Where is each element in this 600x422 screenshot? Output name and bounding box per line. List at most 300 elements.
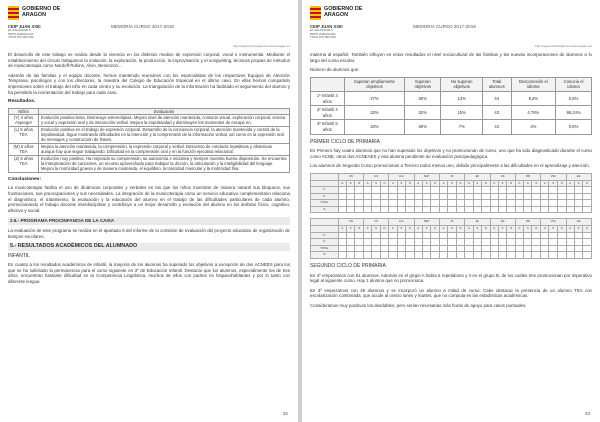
- table-cell: [389, 206, 397, 213]
- segundo-ciclo-heading: SEGUNDO CICLO DE PRIMARIA: [310, 263, 386, 270]
- grade-header: S: [422, 180, 430, 187]
- school-address: EL SALVADOR 6: [8, 28, 31, 32]
- row-label: TOTAL: [311, 200, 339, 207]
- table-cell: [574, 200, 582, 207]
- page-right: [302, 0, 600, 422]
- results-heading: Resultados.: [8, 99, 36, 105]
- table-cell: [346, 245, 354, 252]
- table-cell: [372, 245, 380, 252]
- grade-header: A: [465, 226, 473, 233]
- page-number: 33: [584, 411, 590, 416]
- table-cell: [498, 193, 506, 200]
- table-row: [311, 232, 592, 239]
- table-cell: [439, 239, 447, 246]
- subject-header: MAT: [414, 219, 439, 226]
- table-cell: [372, 200, 380, 207]
- table-cell: [439, 245, 447, 252]
- table-cell: [456, 232, 465, 239]
- aragon-flag-icon: [310, 6, 321, 20]
- school-url[interactable]: http://cpjuanxxiiizaragoza.educa.aragon.es: [233, 44, 290, 48]
- table-cell: [481, 232, 490, 239]
- table-cell: [549, 232, 557, 239]
- table-cell: [405, 206, 414, 213]
- grade-header: S: [473, 180, 481, 187]
- grade-header: A: [364, 226, 372, 233]
- table-cell: [549, 239, 557, 246]
- table-cell: [346, 200, 354, 207]
- table-cell: [397, 239, 405, 246]
- table-cell: [448, 245, 456, 252]
- table-cell: [355, 193, 364, 200]
- table-cell: [490, 193, 498, 200]
- table-cell: [524, 206, 532, 213]
- grades-table-second-cycle: [310, 218, 592, 259]
- grade-header: N: [557, 180, 566, 187]
- grade-header: N: [583, 180, 592, 187]
- table-cell: [431, 239, 440, 246]
- page-header: [6, 2, 292, 48]
- paragraph: Además de las familias y el equipo docente, hemos mantenido reuniones con los especialistas de los respectivos Equipos de Atención Temprana, psicólogos y con los directores, la maestra del Colegio de Educación Especial en el último caso. En ellas hemos compartido impresiones sobre el trabajo del niño en cada centro y su evolución. La triangulación de la información ha facilitado el seguimiento del alumno y ha permitido la reorientación del trabajo para cada caso.: [8, 72, 290, 95]
- table-cell: [549, 187, 557, 194]
- table-cell: [448, 232, 456, 239]
- paragraph: En 3º empezamos con 49 alumnos y se incorporó un alumno a mitad de curso. Cabe destacar la presencia de un alumno TEA con escolarización combinada, que acude al centro lunes y martes, que no computa en las estadísticas académicas.: [310, 287, 592, 299]
- table-cell: [557, 187, 566, 194]
- infantil-results-table: [310, 77, 592, 135]
- table-cell: [431, 200, 440, 207]
- subject-header-row: [311, 173, 592, 180]
- table-cell: [465, 200, 473, 207]
- table-cell: [364, 193, 372, 200]
- evaluation-table: [8, 108, 290, 173]
- table-cell: [574, 193, 582, 200]
- table-cell: [397, 206, 405, 213]
- paragraph: Los alumnos de Segundo Curso promocionan a Tercero todos menos uno, debido principalmente a las dificultades en el aprendizaje y atención.: [310, 163, 590, 169]
- table-cell: [532, 206, 541, 213]
- table-cell: [481, 206, 490, 213]
- page-body: [8, 52, 290, 289]
- table-cell: [481, 187, 490, 194]
- table-cell: [541, 232, 549, 239]
- subject-header-row: [311, 219, 592, 226]
- grade-header: N: [507, 180, 516, 187]
- table-cell: [541, 245, 549, 252]
- table-cell: [431, 252, 440, 259]
- grade-header: S: [448, 226, 456, 233]
- row-label: %: [311, 252, 339, 259]
- table-cell: [465, 252, 473, 259]
- table-cell: [498, 239, 506, 246]
- table-cell: [549, 200, 557, 207]
- grade-header: A: [541, 226, 549, 233]
- grade-header: S: [498, 180, 506, 187]
- table-cell: [490, 206, 498, 213]
- grade-header: N: [355, 180, 364, 187]
- table-cell: [439, 206, 447, 213]
- table-row: [311, 187, 592, 194]
- table-cell: [364, 200, 372, 207]
- table-cell: [566, 187, 574, 194]
- table-cell: 95,24%: [556, 106, 592, 120]
- table-cell: [566, 252, 574, 259]
- subject-header: RC: [490, 173, 515, 180]
- table-cell: [448, 252, 456, 259]
- school-url[interactable]: http://cpjuanxxiiizaragoza.educa.aragon.es: [535, 44, 592, 48]
- table-cell: [346, 239, 354, 246]
- evaluation-cell: Evolución muy positiva. Ha mejorado su comprensión, su autonomía e iniciativa y siempre muestra buena disposición. Se encuentra la interpretación de canciones, un recurso aprovechado para trabajar la dicción, la articulación y la inteligibilidad del lenguaje. Mejora la motricidad gruesa y de manera moderada, el equilibrio, la tonicidad muscular y la motricidad fina.: [39, 155, 290, 172]
- grade-header: S: [524, 226, 532, 233]
- paragraph: En cuanto a los resultados académicos de infantil, la mayoría de los alumnos ha superado los objetivos a excepción de dos ACNEES para los que se ha solicitado la permanencia para el curso siguiente en 3º de Educación Infantil. Destacar que los alumnos, especialmente los de tres años, encuentran bastante dificultad en la Competencia Lingüística, muchos de ellos con padres no hispanohablantes y por lo tanto con diferente lengua: [8, 262, 290, 285]
- table-cell: [566, 206, 574, 213]
- table-cell: [507, 206, 516, 213]
- report-title: MEMORIA CURSO 2017-2018: [413, 24, 476, 29]
- page-left: [0, 0, 298, 422]
- primer-ciclo-heading: PRIMER CICLO DE PRIMARIA: [310, 138, 381, 145]
- table-cell: [431, 245, 440, 252]
- table-cell: [405, 193, 414, 200]
- school-city: 50670 ZARAGOZA: [8, 31, 34, 36]
- table-cell: [456, 206, 465, 213]
- gobierno-logo: [310, 6, 370, 22]
- table-cell: [405, 245, 414, 252]
- paragraph: Consideramos muy positivos los desdobles, pero serían necesarias más horas de apoyo para casos puntuales.: [310, 303, 527, 308]
- grade-header: N: [380, 180, 389, 187]
- grade-header: A: [389, 180, 397, 187]
- table-cell: [507, 245, 516, 252]
- table-cell: [422, 193, 430, 200]
- school-name: CEIP JUAN XXIII: [310, 24, 343, 29]
- table-cell: [422, 206, 430, 213]
- table-cell: [566, 193, 574, 200]
- grade-header: N: [431, 226, 440, 233]
- table-cell: [473, 187, 481, 194]
- table-cell: [498, 200, 506, 207]
- column-header: Total alumnos: [482, 77, 511, 91]
- table-row: [311, 200, 592, 207]
- grade-header: A: [338, 180, 346, 187]
- table-cell: [549, 206, 557, 213]
- table-cell: [456, 187, 465, 194]
- table-cell: [397, 193, 405, 200]
- grade-header: A: [439, 226, 447, 233]
- table-cell: [372, 193, 380, 200]
- subject-header: CS: [364, 219, 389, 226]
- table-cell: [397, 187, 405, 194]
- grade-header: S: [372, 226, 380, 233]
- table-cell: [566, 245, 574, 252]
- grade-header: A: [541, 180, 549, 187]
- table-cell: [515, 200, 523, 207]
- table-cell: [515, 239, 523, 246]
- table-cell: [583, 252, 592, 259]
- table-cell: [465, 206, 473, 213]
- table-row: [311, 91, 592, 105]
- table-cell: [524, 245, 532, 252]
- table-row: [311, 239, 592, 246]
- table-cell: [355, 206, 364, 213]
- subject-header: MAT: [414, 173, 439, 180]
- table-cell: [338, 206, 346, 213]
- grade-header-row: [311, 226, 592, 233]
- page-number: 32: [282, 411, 288, 416]
- grade-header: A: [439, 180, 447, 187]
- table-cell: [481, 245, 490, 252]
- table-cell: [346, 193, 354, 200]
- subject-header: IN: [439, 219, 464, 226]
- column-header: Desconexión el idioma: [511, 77, 556, 91]
- grade-header: S: [346, 180, 354, 187]
- table-cell: [346, 232, 354, 239]
- table-cell: [456, 200, 465, 207]
- table-cell: [338, 252, 346, 259]
- table-cell: [346, 252, 354, 259]
- table-row: [311, 120, 592, 134]
- table-row: [9, 143, 290, 155]
- table-cell: [389, 245, 397, 252]
- table-cell: [355, 239, 364, 246]
- table-cell: [473, 239, 481, 246]
- table-row: [311, 193, 592, 200]
- grade-header: A: [515, 180, 523, 187]
- table-cell: 60%: [405, 91, 441, 105]
- subject-header: IN: [439, 173, 464, 180]
- table-cell: [557, 206, 566, 213]
- table-cell: [507, 187, 516, 194]
- grade-header: N: [507, 226, 516, 233]
- table-cell: [574, 187, 582, 194]
- grade-header: S: [448, 180, 456, 187]
- table-cell: [557, 232, 566, 239]
- table-cell: [338, 239, 346, 246]
- school-address: EL SALVADOR 6: [310, 28, 333, 32]
- table-cell: [465, 232, 473, 239]
- grade-header-row: [311, 180, 592, 187]
- table-cell: 3º Infantil 5 años: [311, 120, 345, 134]
- table-cell: [355, 252, 364, 259]
- table-cell: [448, 200, 456, 207]
- table-cell: [566, 239, 574, 246]
- table-cell: [507, 200, 516, 207]
- table-cell: [541, 200, 549, 207]
- table-cell: 2%: [511, 120, 556, 134]
- table-cell: [364, 232, 372, 239]
- grade-header: S: [422, 226, 430, 233]
- grade-header: A: [389, 226, 397, 233]
- table-cell: [524, 232, 532, 239]
- table-cell: [524, 200, 532, 207]
- table-cell: 2º Infantil 4 años: [311, 106, 345, 120]
- table-cell: [448, 187, 456, 194]
- table-cell: [473, 193, 481, 200]
- table-cell: [397, 245, 405, 252]
- table-cell: [473, 206, 481, 213]
- table-cell: [389, 232, 397, 239]
- table-cell: 4,76%: [511, 106, 556, 120]
- table-cell: 1º Infantil 3 años: [311, 91, 345, 105]
- column-header: Superan objetivos: [405, 77, 441, 91]
- table-cell: [389, 187, 397, 194]
- table-cell: [414, 187, 422, 194]
- table-cell: [405, 252, 414, 259]
- evaluation-cell: Evolución positiva en el trabajo de expresión corporal. Desarrollo de la conciencia corporal, la atención mantenida y control de la impulsividad. Sigue mostrando dificultades en la intención y la comprensión de la información verbal, así como en la expresión oral de mensajes y construcción de frases.: [39, 126, 290, 143]
- table-cell: [557, 252, 566, 259]
- table-cell: [498, 187, 506, 194]
- table-cell: [456, 239, 465, 246]
- table-cell: [524, 193, 532, 200]
- table-cell: [490, 200, 498, 207]
- subject-header: RR: [515, 173, 540, 180]
- table-cell: [439, 187, 447, 194]
- grade-header: A: [490, 180, 498, 187]
- row-label: 1º: [311, 232, 339, 239]
- table-cell: [490, 232, 498, 239]
- table-cell: [473, 245, 481, 252]
- table-cell: [431, 193, 440, 200]
- table-cell: [549, 193, 557, 200]
- table-cell: [456, 245, 465, 252]
- table-cell: [380, 252, 389, 259]
- grade-header: A: [566, 226, 574, 233]
- subject-header: CS: [364, 173, 389, 180]
- table-cell: [448, 206, 456, 213]
- grade-header: S: [397, 180, 405, 187]
- table-cell: [346, 187, 354, 194]
- grade-header: N: [380, 226, 389, 233]
- column-header: Evaluación: [39, 108, 290, 114]
- subject-header: EA: [566, 219, 592, 226]
- table-cell: [397, 232, 405, 239]
- school-phone: TFNO 976 000 000: [8, 35, 34, 40]
- table-cell: [583, 239, 592, 246]
- table-cell: [439, 193, 447, 200]
- table-cell: [346, 206, 354, 213]
- grade-header: S: [574, 226, 582, 233]
- row-label: 2º: [311, 239, 339, 246]
- table-cell: [380, 245, 389, 252]
- child-cell: (M) 5 años TEA: [9, 143, 39, 155]
- grade-header: A: [566, 180, 574, 187]
- table-cell: [532, 187, 541, 194]
- table-cell: [541, 187, 549, 194]
- table-cell: [541, 239, 549, 246]
- row-label: %: [311, 206, 339, 213]
- table-cell: [405, 187, 414, 194]
- grade-header: S: [397, 226, 405, 233]
- table-cell: [557, 245, 566, 252]
- column-header: Niños: [9, 108, 39, 114]
- table-cell: [422, 252, 430, 259]
- table-cell: [583, 245, 592, 252]
- table-cell: [515, 206, 523, 213]
- table-cell: [583, 232, 592, 239]
- table-cell: [532, 200, 541, 207]
- grade-header: S: [524, 180, 532, 187]
- table-cell: 43: [482, 120, 511, 134]
- column-header: Superan ampliamente objetivos: [344, 77, 405, 91]
- school-name: CEIP JUAN XXIII: [8, 24, 41, 29]
- grade-header: N: [557, 226, 566, 233]
- subject-header: RR: [515, 219, 540, 226]
- table-cell: [557, 239, 566, 246]
- grade-header: N: [532, 180, 541, 187]
- column-header: [311, 77, 345, 91]
- column-header: Conocia el idioma: [556, 77, 592, 91]
- evaluation-cell: Evolución positiva lenta. Disminuye estereotipias. Mejora nivel de atención mantenida, contacto visual, exploración corporal, sonora y vocal y expresión oral y de interacción verbal. Mejora la impulsividad y disminuyen los momentos de escape en.: [39, 114, 290, 126]
- table-cell: [431, 232, 440, 239]
- subject-header: VSC: [541, 173, 566, 180]
- table-cell: 0,6%: [556, 120, 592, 134]
- table-cell: [364, 187, 372, 194]
- subject-header: VSC: [541, 219, 566, 226]
- table-cell: [439, 200, 447, 207]
- table-cell: [541, 193, 549, 200]
- table-cell: [380, 239, 389, 246]
- grades-table-first-cycle: [310, 173, 592, 214]
- table-row: [9, 114, 290, 126]
- grade-header: N: [456, 226, 465, 233]
- table-cell: [574, 232, 582, 239]
- table-row: [9, 126, 290, 143]
- row-label: 1º: [311, 187, 339, 194]
- table-cell: [541, 252, 549, 259]
- table-cell: [524, 239, 532, 246]
- corner-cell: [311, 226, 339, 233]
- paragraph: En Primero hay cuatro alumnos que no han superado los objetivos y no promocionan de curso, uno que ha sido diagnosticado durante el curso como ACNE, otros dos ACNEAES y otra alumna pendiente de evaluación psicopedagógica.: [310, 148, 592, 159]
- gobierno-logo: [8, 6, 68, 22]
- table-cell: [422, 245, 430, 252]
- table-cell: [338, 193, 346, 200]
- table-cell: [498, 252, 506, 259]
- table-cell: [414, 232, 422, 239]
- table-cell: [465, 187, 473, 194]
- grade-header: A: [414, 180, 422, 187]
- table-cell: [524, 252, 532, 259]
- infantil-heading: INFANTIL: [8, 252, 30, 259]
- table-cell: [397, 200, 405, 207]
- table-cell: [380, 206, 389, 213]
- table-cell: [372, 206, 380, 213]
- table-cell: [405, 232, 414, 239]
- table-cell: [566, 200, 574, 207]
- grade-header: A: [515, 226, 523, 233]
- table-cell: 7%: [441, 120, 483, 134]
- grade-header: S: [574, 180, 582, 187]
- table-cell: [566, 232, 574, 239]
- table-cell: [397, 252, 405, 259]
- table-header-row: [311, 77, 592, 91]
- table-cell: 33%: [344, 106, 405, 120]
- table-cell: [574, 239, 582, 246]
- table-cell: [507, 239, 516, 246]
- table-cell: [422, 187, 430, 194]
- subject-header: EF: [465, 173, 490, 180]
- subject-header: EA: [566, 173, 592, 180]
- table-cell: [507, 193, 516, 200]
- table-cell: [507, 232, 516, 239]
- table-cell: [532, 245, 541, 252]
- table-cell: [380, 200, 389, 207]
- subject-header: CN: [338, 219, 363, 226]
- paragraph: En 4º empezamos con 51 alumnos. Además en el grupo A había 5 repetidores y 4 en el grupo B, de los cuales tres promocionan por imperativo legal al siguiente curso. Hay 1 alumno que no promociona.: [310, 272, 592, 284]
- table-cell: 13%: [441, 91, 483, 105]
- subject-header: CN: [338, 173, 363, 180]
- table-cell: [481, 252, 490, 259]
- child-cell: (Z) 6 años TEA: [9, 155, 39, 172]
- corner-cell: [311, 180, 339, 187]
- table-cell: [372, 232, 380, 239]
- paragraph: Número de alumnos que:: [310, 67, 360, 73]
- table-cell: [507, 252, 516, 259]
- table-cell: [389, 252, 397, 259]
